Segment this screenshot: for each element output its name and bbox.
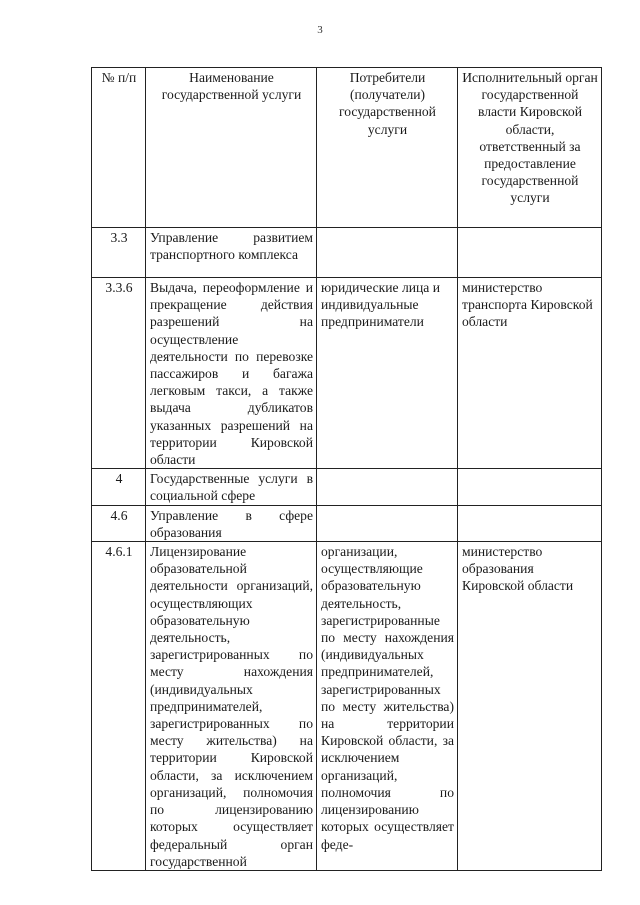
row-service-name: Государственные услуги в социальной сфере bbox=[146, 469, 317, 505]
table-row bbox=[92, 505, 602, 541]
row-service-name: Управление в сфере образования bbox=[146, 505, 317, 541]
row-num: 4.6.1 bbox=[92, 542, 146, 871]
row-service-name: Управление развитием транспортного комплекса bbox=[146, 228, 317, 278]
row-executive-organ bbox=[458, 228, 602, 278]
row-executive-organ bbox=[458, 505, 602, 541]
row-service-name: Выдача, переоформление и прекращение действия разрешений на осуществление деятельности по перевозке пассажиров и багажа легковым такси, а также выдача дубликатов указанных разрешений на территории Кировской области bbox=[146, 278, 317, 469]
header-service-name: Наименование государственной услуги bbox=[146, 68, 317, 228]
header-consumers: Потребители (получатели) государственной услуги bbox=[317, 68, 458, 228]
services-table bbox=[91, 67, 602, 871]
row-num: 3.3.6 bbox=[92, 278, 146, 469]
row-num: 4.6 bbox=[92, 505, 146, 541]
row-consumers: организации, осуществляющие образовательную деятельность, зарегистрированные по месту нахождения (индивидуальных предпринимателей, зарегистрированных по месту жительства) на территории Кировской области, за исключением организаций, полномочия по лицензированию которых осуществляет феде- bbox=[317, 542, 458, 871]
row-executive-organ bbox=[458, 469, 602, 505]
header-num: № п/п bbox=[92, 68, 146, 228]
row-consumers bbox=[317, 469, 458, 505]
header-executive-organ: Исполнительный орган государственной власти Кировской области, ответственный за предоставление государственной услуги bbox=[458, 68, 602, 228]
row-executive-organ: министерство образования Кировской области bbox=[458, 542, 602, 871]
page-number: 3 bbox=[317, 24, 323, 36]
row-consumers bbox=[317, 228, 458, 278]
table-row bbox=[92, 228, 602, 278]
row-num: 3.3 bbox=[92, 228, 146, 278]
row-service-name: Лицензирование образовательной деятельности организаций, осуществляющих образовательную деятельность, зарегистрированных по месту нахождения (индивидуальных предпринимателей, зарегистрированных по месту жительства) на территории Кировской области, за исключением организаций, полномочия по лицензированию которых осуществляет федеральный орган государственной bbox=[146, 542, 317, 871]
table-row bbox=[92, 469, 602, 505]
row-consumers: юридические лица и индивидуальные предприниматели bbox=[317, 278, 458, 469]
row-consumers bbox=[317, 505, 458, 541]
row-executive-organ: министерство транспорта Кировской области bbox=[458, 278, 602, 469]
table-row bbox=[92, 542, 602, 871]
table-header-row bbox=[92, 68, 602, 228]
table-row bbox=[92, 278, 602, 469]
row-num: 4 bbox=[92, 469, 146, 505]
